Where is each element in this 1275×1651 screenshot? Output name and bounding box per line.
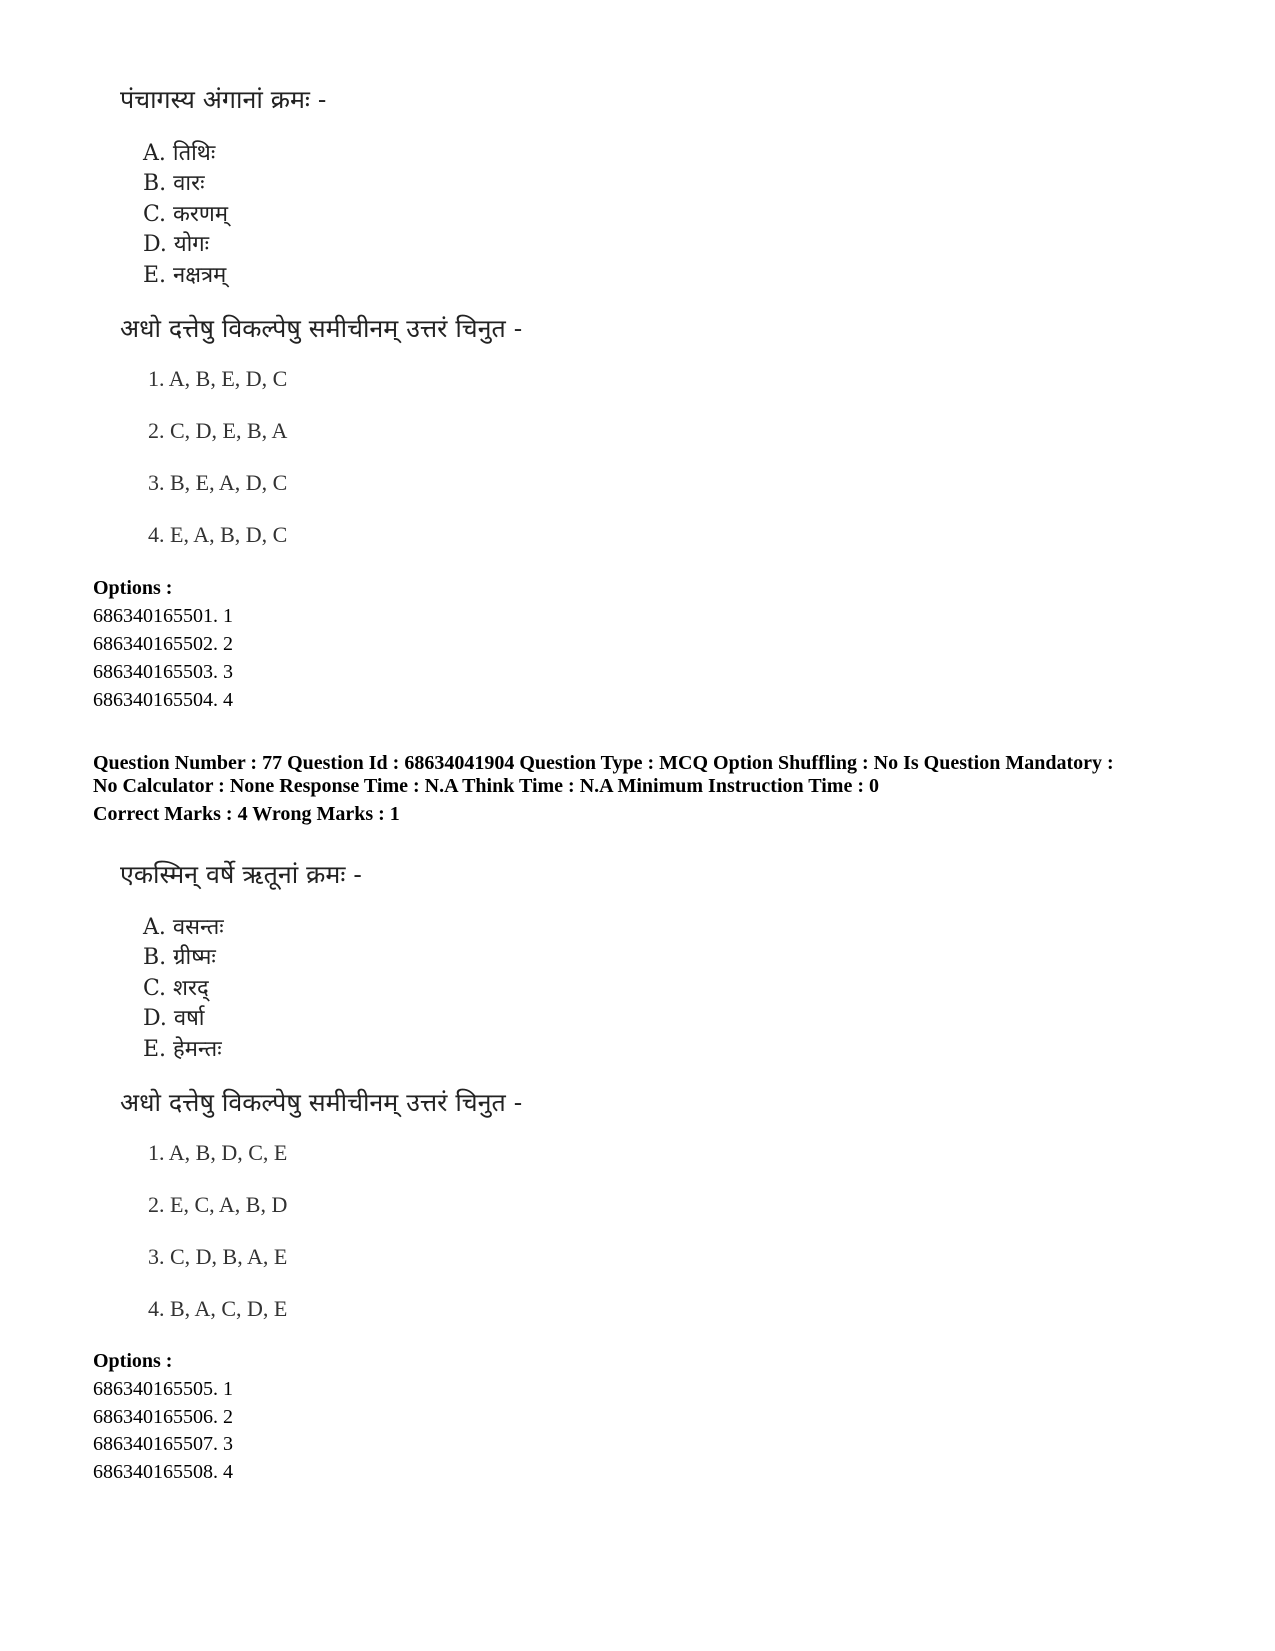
answer-choice: 3. B, E, A, D, C xyxy=(148,470,288,495)
answer-choice: 1. A, B, D, C, E xyxy=(148,1140,288,1165)
answer-choice: 4. E, A, B, D, C xyxy=(148,522,288,547)
options-heading: Options : xyxy=(93,1350,173,1372)
question-title: पंचागस्य अंगानां क्रमः - xyxy=(120,85,327,114)
question-meta: No Calculator : None Response Time : N.A Think Time : N.A Minimum Instruction Time : 0 xyxy=(93,775,879,797)
question-instruction: अधो दत्तेषु विकल्पेषु समीचीनम् उत्तरं चिनुत - xyxy=(120,314,523,343)
list-item: D. योगः xyxy=(143,232,210,257)
list-item: A. वसन्तः xyxy=(143,915,224,940)
question-instruction: अधो दत्तेषु विकल्पेषु समीचीनम् उत्तरं चिनुत - xyxy=(120,1088,523,1117)
answer-choice: 4. B, A, C, D, E xyxy=(148,1296,288,1321)
question-meta: Question Number : 77 Question Id : 68634041904 Question Type : MCQ Option Shuffling : No Is Question Mandatory : xyxy=(93,752,1114,774)
list-item: C. करणम् xyxy=(143,202,228,227)
option-line: 686340165508. 4 xyxy=(93,1461,233,1483)
answer-choice: 2. C, D, E, B, A xyxy=(148,418,288,443)
option-line: 686340165504. 4 xyxy=(93,689,233,711)
list-item: B. वारः xyxy=(143,171,205,196)
answer-choice: 1. A, B, E, D, C xyxy=(148,366,288,391)
option-line: 686340165501. 1 xyxy=(93,605,233,627)
options-heading: Options : xyxy=(93,577,173,599)
option-line: 686340165506. 2 xyxy=(93,1406,233,1428)
option-line: 686340165502. 2 xyxy=(93,633,233,655)
list-item: A. तिथिः xyxy=(143,141,216,166)
option-line: 686340165503. 3 xyxy=(93,661,233,683)
answer-choice: 3. C, D, B, A, E xyxy=(148,1244,288,1269)
list-item: C. शरद् xyxy=(143,976,209,1001)
list-item: E. हेमन्तः xyxy=(143,1037,222,1062)
option-line: 686340165505. 1 xyxy=(93,1378,233,1400)
option-line: 686340165507. 3 xyxy=(93,1433,233,1455)
question-title: एकस्मिन् वर्षे ऋतूनां क्रमः - xyxy=(120,860,362,889)
list-item: B. ग्रीष्मः xyxy=(143,945,216,970)
question-marks: Correct Marks : 4 Wrong Marks : 1 xyxy=(93,803,400,825)
list-item: D. वर्षा xyxy=(143,1006,205,1031)
list-item: E. नक्षत्रम् xyxy=(143,263,227,288)
answer-choice: 2. E, C, A, B, D xyxy=(148,1192,288,1217)
